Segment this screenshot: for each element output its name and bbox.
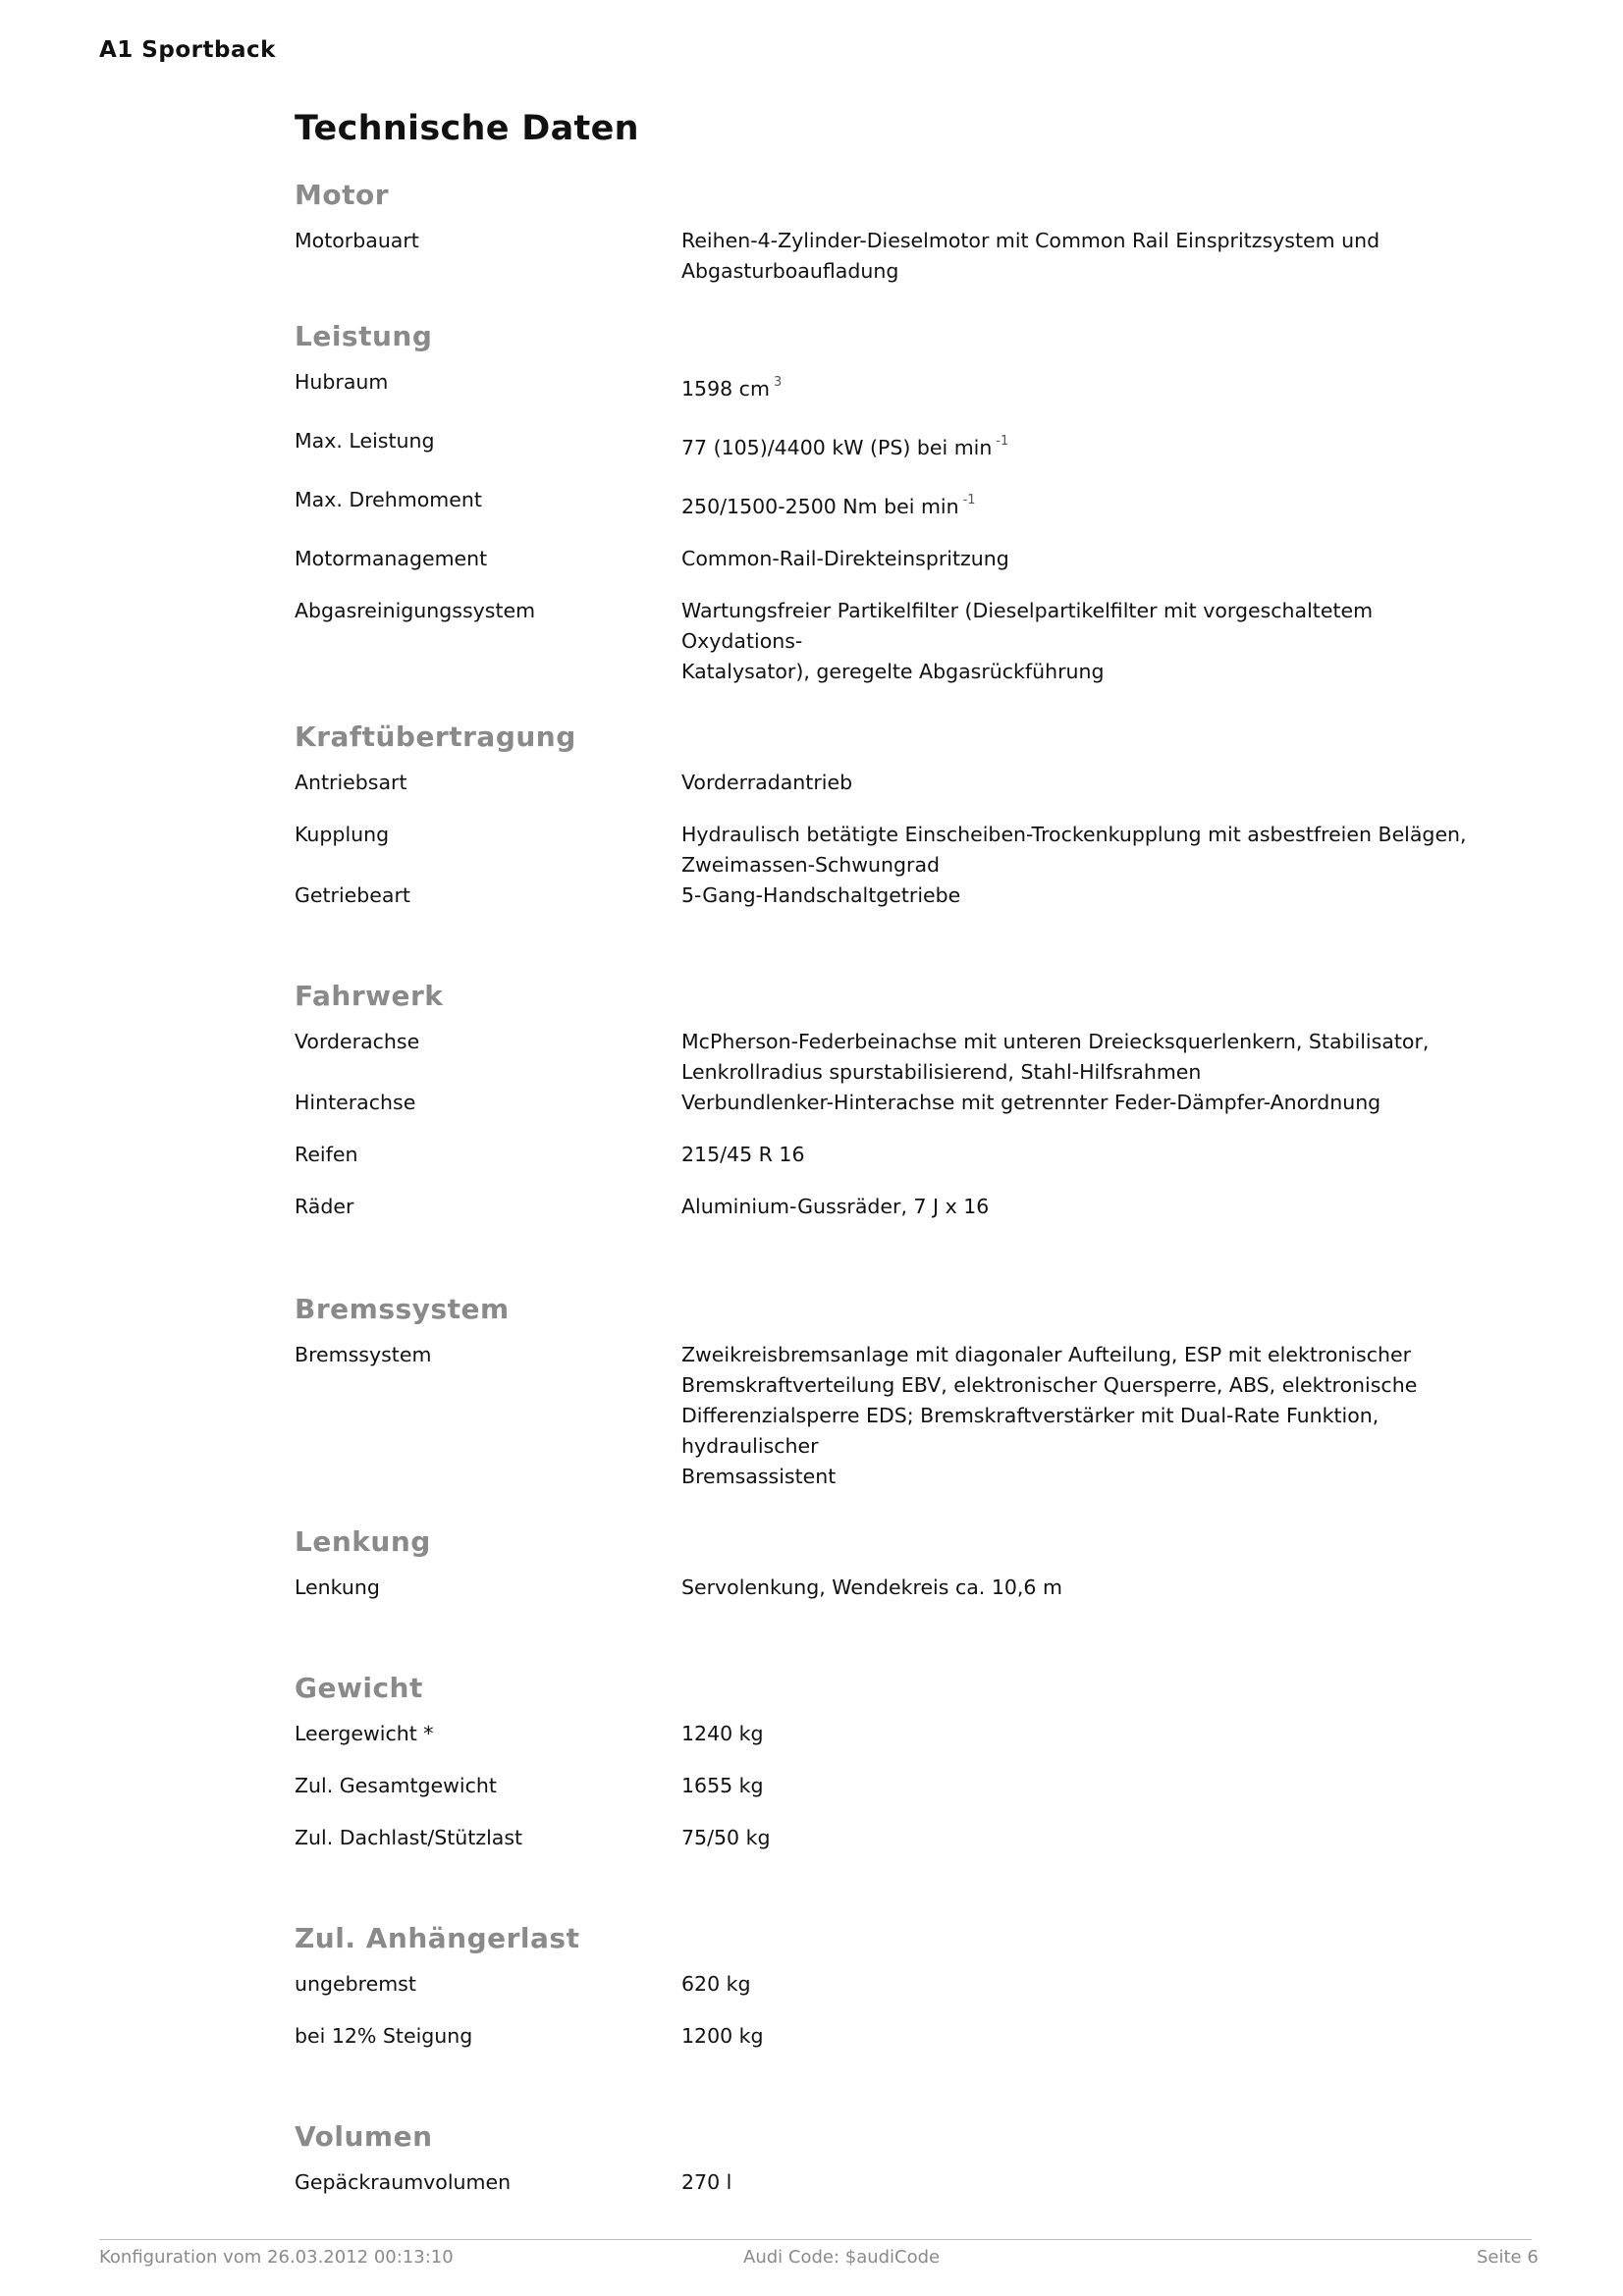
section-title: Volumen xyxy=(295,2120,433,2153)
spec-value: 75/50 kg xyxy=(681,1826,771,1849)
section-anhaengerlast xyxy=(295,1922,1492,2052)
spec-label: Motormanagement xyxy=(295,547,488,570)
spec-value-text: 1598 cm xyxy=(681,377,770,400)
spec-value xyxy=(681,426,1492,463)
spec-content xyxy=(295,106,1492,2198)
spec-value: 270 l xyxy=(681,2170,732,2194)
spec-value-line: Abgasturboaufladung xyxy=(681,259,899,283)
spec-row xyxy=(295,2021,1492,2052)
section-title: Gewicht xyxy=(295,1672,423,1704)
spec-value xyxy=(681,596,1492,687)
spec-value-text: 250/1500-2500 Nm bei min xyxy=(681,495,959,518)
section-title: Leistung xyxy=(295,320,433,352)
spec-label: Abgasreinigungssystem xyxy=(295,599,536,622)
spec-label: Antriebsart xyxy=(295,771,407,794)
brand-title: A1 Sportback xyxy=(99,37,276,63)
spec-value-line: Lenkrollradius spurstabilisierend, Stahl-Hilfsrahmen xyxy=(681,1060,1202,1084)
spec-row xyxy=(295,2167,1492,2198)
spec-row xyxy=(295,1823,1492,1853)
spec-value: 1240 kg xyxy=(681,1722,764,1745)
spec-value xyxy=(681,367,1492,404)
spec-row xyxy=(295,1192,1492,1222)
spec-row xyxy=(295,544,1492,574)
spec-label xyxy=(295,1719,681,1749)
spec-label: Getriebeart xyxy=(295,883,410,907)
spec-row xyxy=(295,768,1492,798)
spec-label: Räder xyxy=(295,1195,354,1218)
spec-value xyxy=(681,820,1492,881)
section-leistung xyxy=(295,320,1492,687)
spec-row xyxy=(295,426,1492,463)
spec-label: Hinterachse xyxy=(295,1091,416,1114)
spec-value-line: Differenzialsperre EDS; Bremskraftverstärker mit Dual-Rate Funktion, hydraulischer xyxy=(681,1404,1380,1458)
spec-value-line: Katalysator), geregelte Abgasrückführung xyxy=(681,660,1105,683)
spec-row xyxy=(295,596,1492,687)
spec-value: 5-Gang-Handschaltgetriebe xyxy=(681,883,961,907)
spec-value xyxy=(681,226,1492,287)
spec-row xyxy=(295,820,1492,881)
spec-value: 620 kg xyxy=(681,1972,751,1996)
spec-label: bei 12% Steigung xyxy=(295,2024,473,2048)
section-lenkung xyxy=(295,1525,1492,1603)
spec-value-line: Wartungsfreier Partikelfilter (Dieselpartikelfilter mit vorgeschaltetem Oxydations- xyxy=(681,599,1374,653)
spec-label: Motorbauart xyxy=(295,229,419,252)
spec-label: Max. Leistung xyxy=(295,429,435,453)
section-title: Zul. Anhängerlast xyxy=(295,1922,580,1954)
spec-row xyxy=(295,1969,1492,2000)
spec-label: Lenkung xyxy=(295,1575,380,1599)
spec-label: Gepäckraumvolumen xyxy=(295,2170,512,2194)
section-title: Bremssystem xyxy=(295,1293,510,1325)
section-title: Kraftübertragung xyxy=(295,721,576,753)
section-volumen xyxy=(295,2120,1492,2198)
unit-superscript: -1 xyxy=(962,493,976,507)
section-title: Fahrwerk xyxy=(295,980,444,1012)
spec-value-line: Hydraulisch betätigte Einscheiben-Trockenkupplung mit asbestfreien Belägen, xyxy=(681,823,1467,846)
footer-page-number: Seite 6 xyxy=(1477,2247,1539,2268)
spec-value: 1200 kg xyxy=(681,2024,764,2048)
section-kraftuebertragung xyxy=(295,721,1492,911)
footer-configuration-date: Konfiguration vom 26.03.2012 00:13:10 xyxy=(99,2247,454,2268)
section-motor xyxy=(295,179,1492,287)
spec-row xyxy=(295,1088,1492,1118)
spec-value xyxy=(681,1340,1492,1492)
footer-audi-code: Audi Code: $audiCode xyxy=(743,2247,941,2268)
spec-value: Common-Rail-Direkteinspritzung xyxy=(681,547,1009,570)
spec-label: Vorderachse xyxy=(295,1030,420,1053)
spec-label: Zul. Dachlast/Stützlast xyxy=(295,1826,523,1849)
spec-value: Verbundlenker-Hinterachse mit getrennter Feder-Dämpfer-Anordnung xyxy=(681,1091,1381,1114)
section-gewicht xyxy=(295,1672,1492,1853)
section-fahrwerk xyxy=(295,980,1492,1222)
unit-superscript: 3 xyxy=(773,375,783,390)
spec-value-line: Zweimassen-Schwungrad xyxy=(681,853,941,877)
spec-value-line: Bremskraftverteilung EBV, elektronischer Quersperre, ABS, elektronische xyxy=(681,1373,1418,1397)
footnote-marker: * xyxy=(423,1722,434,1745)
page-title: Technische Daten xyxy=(295,109,639,148)
spec-value: Vorderradantrieb xyxy=(681,771,853,794)
section-bremssystem xyxy=(295,1293,1492,1492)
spec-row xyxy=(295,1340,1492,1492)
spec-row xyxy=(295,881,1492,911)
spec-label: Hubraum xyxy=(295,370,389,394)
spec-value xyxy=(681,485,1492,522)
spec-row xyxy=(295,226,1492,287)
spec-label: Reifen xyxy=(295,1143,358,1166)
spec-value-line: Zweikreisbremsanlage mit diagonaler Aufteilung, ESP mit elektronischer xyxy=(681,1343,1412,1366)
footer-divider xyxy=(99,2239,1532,2240)
section-title: Lenkung xyxy=(295,1525,431,1558)
spec-row xyxy=(295,1027,1492,1088)
spec-row xyxy=(295,1573,1492,1603)
spec-value-line: McPherson-Federbeinachse mit unteren Dreiecksquerlenkern, Stabilisator, xyxy=(681,1030,1430,1053)
spec-row xyxy=(295,367,1492,404)
spec-label-text: Leergewicht xyxy=(295,1722,417,1745)
spec-row xyxy=(295,1771,1492,1801)
spec-value-line: Reihen-4-Zylinder-Dieselmotor mit Common Rail Einspritzsystem und xyxy=(681,229,1380,252)
spec-value-line: Bremsassistent xyxy=(681,1465,837,1488)
spec-label: Max. Drehmoment xyxy=(295,488,482,511)
spec-label: Zul. Gesamtgewicht xyxy=(295,1774,497,1797)
spec-value xyxy=(681,1027,1492,1088)
spec-value: 215/45 R 16 xyxy=(681,1143,805,1166)
spec-value: Servolenkung, Wendekreis ca. 10,6 m xyxy=(681,1575,1062,1599)
spec-label: Bremssystem xyxy=(295,1343,432,1366)
spec-row xyxy=(295,1140,1492,1170)
spec-value: 1655 kg xyxy=(681,1774,764,1797)
unit-superscript: -1 xyxy=(996,434,1009,449)
spec-label: ungebremst xyxy=(295,1972,416,1996)
spec-value: Aluminium-Gussräder, 7 J x 16 xyxy=(681,1195,990,1218)
spec-row xyxy=(295,485,1492,522)
spec-value-text: 77 (105)/4400 kW (PS) bei min xyxy=(681,436,993,459)
spec-row xyxy=(295,1719,1492,1749)
section-title: Motor xyxy=(295,179,390,211)
spec-label: Kupplung xyxy=(295,823,390,846)
